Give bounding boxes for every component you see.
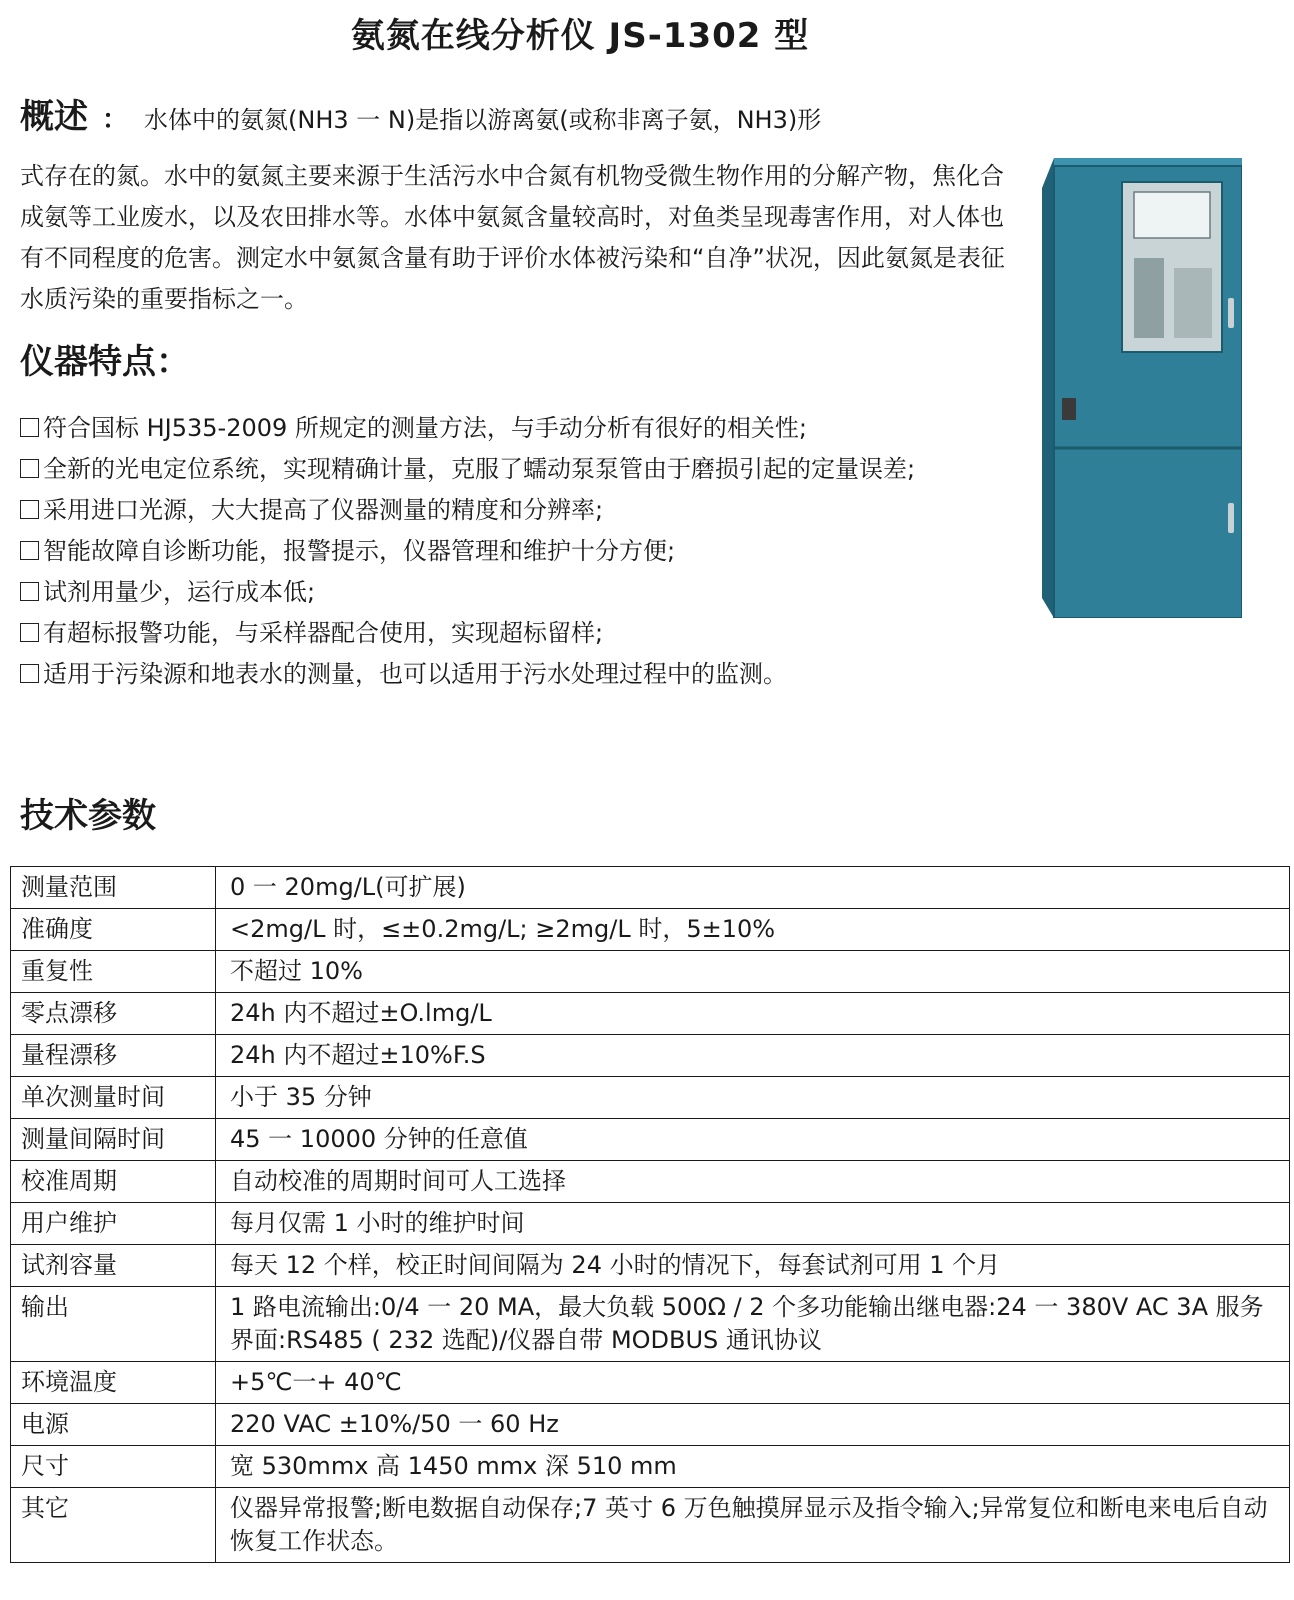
checkbox-square-icon xyxy=(20,664,39,683)
table-row xyxy=(11,909,1290,951)
checkbox-square-icon xyxy=(20,418,39,437)
checkbox-square-icon xyxy=(20,459,39,478)
checkbox-square-icon xyxy=(20,541,39,560)
table-row xyxy=(11,1362,1290,1404)
spec-value: <2mg/L 时，≤±0.2mg/L; ≥2mg/L 时，5±10% xyxy=(216,909,1290,951)
spec-value: 小于 35 分钟 xyxy=(216,1077,1290,1119)
cabinet-internal xyxy=(1134,258,1164,338)
spec-value: 220 VAC ±10%/50 一 60 Hz xyxy=(216,1404,1290,1446)
spec-name: 试剂容量 xyxy=(11,1245,216,1287)
spec-value: 不超过 10% xyxy=(216,951,1290,993)
overview-first-line xyxy=(20,92,1020,145)
spec-value: 0 一 20mg/L(可扩展) xyxy=(216,867,1290,909)
feature-item: 全新的光电定位系统，实现精确计量，克服了蠕动泵泵管由于磨损引起的定量误差; xyxy=(20,449,1010,490)
spec-name: 校准周期 xyxy=(11,1161,216,1203)
spec-name: 重复性 xyxy=(11,951,216,993)
overview-first-text: 水体中的氨氮(NH3 一 N)是指以游离氨(或称非离子氨，NH3)形 xyxy=(144,106,822,134)
feature-item: 符合国标 HJ535-2009 所规定的测量方法，与手动分析有很好的相关性; xyxy=(20,408,1010,449)
spec-value: 24h 内不超过±O.lmg/L xyxy=(216,993,1290,1035)
spec-value: 仪器异常报警;断电数据自动保存;7 英寸 6 万色触摸屏显示及指令输入;异常复位和断电来电后自动恢复工作状态。 xyxy=(216,1488,1290,1563)
spec-value: 1 路电流输出:0/4 一 20 MA，最大负载 500Ω / 2 个多功能输出继电器:24 一 380V AC 3A 服务界面:RS485 ( 232 选配)/仪器自带 MODBUS 通讯协议 xyxy=(216,1287,1290,1362)
spec-name: 零点漂移 xyxy=(11,993,216,1035)
spec-value: 自动校准的周期时间可人工选择 xyxy=(216,1161,1290,1203)
table-row xyxy=(11,1161,1290,1203)
page-title: 氨氮在线分析仪 JS-1302 型 xyxy=(350,16,810,56)
features-list xyxy=(20,408,1010,695)
table-row xyxy=(11,1035,1290,1077)
features-heading: 仪器特点： xyxy=(20,342,190,382)
specs-table xyxy=(10,866,1290,1563)
table-row xyxy=(11,1245,1290,1287)
table-row xyxy=(11,867,1290,909)
feature-item: 智能故障自诊断功能，报警提示，仪器管理和维护十分方便; xyxy=(20,531,1010,572)
spec-name: 尺寸 xyxy=(11,1446,216,1488)
checkbox-square-icon xyxy=(20,582,39,601)
table-row xyxy=(11,1446,1290,1488)
checkbox-square-icon xyxy=(20,623,39,642)
spec-name: 电源 xyxy=(11,1404,216,1446)
spec-value: 宽 530mmx 高 1450 mmx 深 510 mm xyxy=(216,1446,1290,1488)
spec-name: 准确度 xyxy=(11,909,216,951)
spec-name: 单次测量时间 xyxy=(11,1077,216,1119)
table-row xyxy=(11,1488,1290,1563)
checkbox-square-icon xyxy=(20,500,39,519)
feature-item: 适用于污染源和地表水的测量，也可以适用于污水处理过程中的监测。 xyxy=(20,654,1010,695)
table-row xyxy=(11,1404,1290,1446)
feature-item: 有超标报警功能，与采样器配合使用，实现超标留样; xyxy=(20,613,1010,654)
spec-name: 用户维护 xyxy=(11,1203,216,1245)
spec-name: 其它 xyxy=(11,1488,216,1563)
cabinet-top xyxy=(1054,158,1242,166)
spec-value: 45 一 10000 分钟的任意值 xyxy=(216,1119,1290,1161)
table-row xyxy=(11,1119,1290,1161)
spec-name: 测量间隔时间 xyxy=(11,1119,216,1161)
feature-item: 试剂用量少，运行成本低; xyxy=(20,572,1010,613)
table-row xyxy=(11,951,1290,993)
spec-value: 每月仅需 1 小时的维护时间 xyxy=(216,1203,1290,1245)
lower-door-handle xyxy=(1228,503,1234,533)
overview-colon: ： xyxy=(102,105,129,135)
spec-name: 量程漂移 xyxy=(11,1035,216,1077)
overview-paragraph: 式存在的氮。水中的氨氮主要来源于生活污水中合氮有机物受微生物作用的分解产物，焦化合成氨等工业废水，以及农田排水等。水体中氨氮含量较高时，对鱼类呈现毒害作用，对人体也有不同程度的危害。测定水中氨氮含量有助于评价水体被污染和“自净”状况，因此氨氮是表征水质污染的重要指标之一。 xyxy=(20,162,1005,313)
touchscreen xyxy=(1134,192,1210,238)
overview-heading: 概述 xyxy=(20,97,88,137)
spec-name: 环境温度 xyxy=(11,1362,216,1404)
spec-value: 24h 内不超过±10%F.S xyxy=(216,1035,1290,1077)
side-vent xyxy=(1062,398,1076,420)
table-row xyxy=(11,1287,1290,1362)
table-row xyxy=(11,993,1290,1035)
upper-door-handle xyxy=(1228,298,1234,328)
analyzer-cabinet-image xyxy=(1042,158,1242,618)
feature-item: 采用进口光源，大大提高了仪器测量的精度和分辨率; xyxy=(20,490,1010,531)
spec-value: 每天 12 个样，校正时间间隔为 24 小时的情况下，每套试剂可用 1 个月 xyxy=(216,1245,1290,1287)
spec-name: 测量范围 xyxy=(11,867,216,909)
spec-name: 输出 xyxy=(11,1287,216,1362)
table-row xyxy=(11,1203,1290,1245)
table-row xyxy=(11,1077,1290,1119)
spec-value: +5℃一+ 40℃ xyxy=(216,1362,1290,1404)
specs-heading: 技术参数 xyxy=(20,796,156,836)
